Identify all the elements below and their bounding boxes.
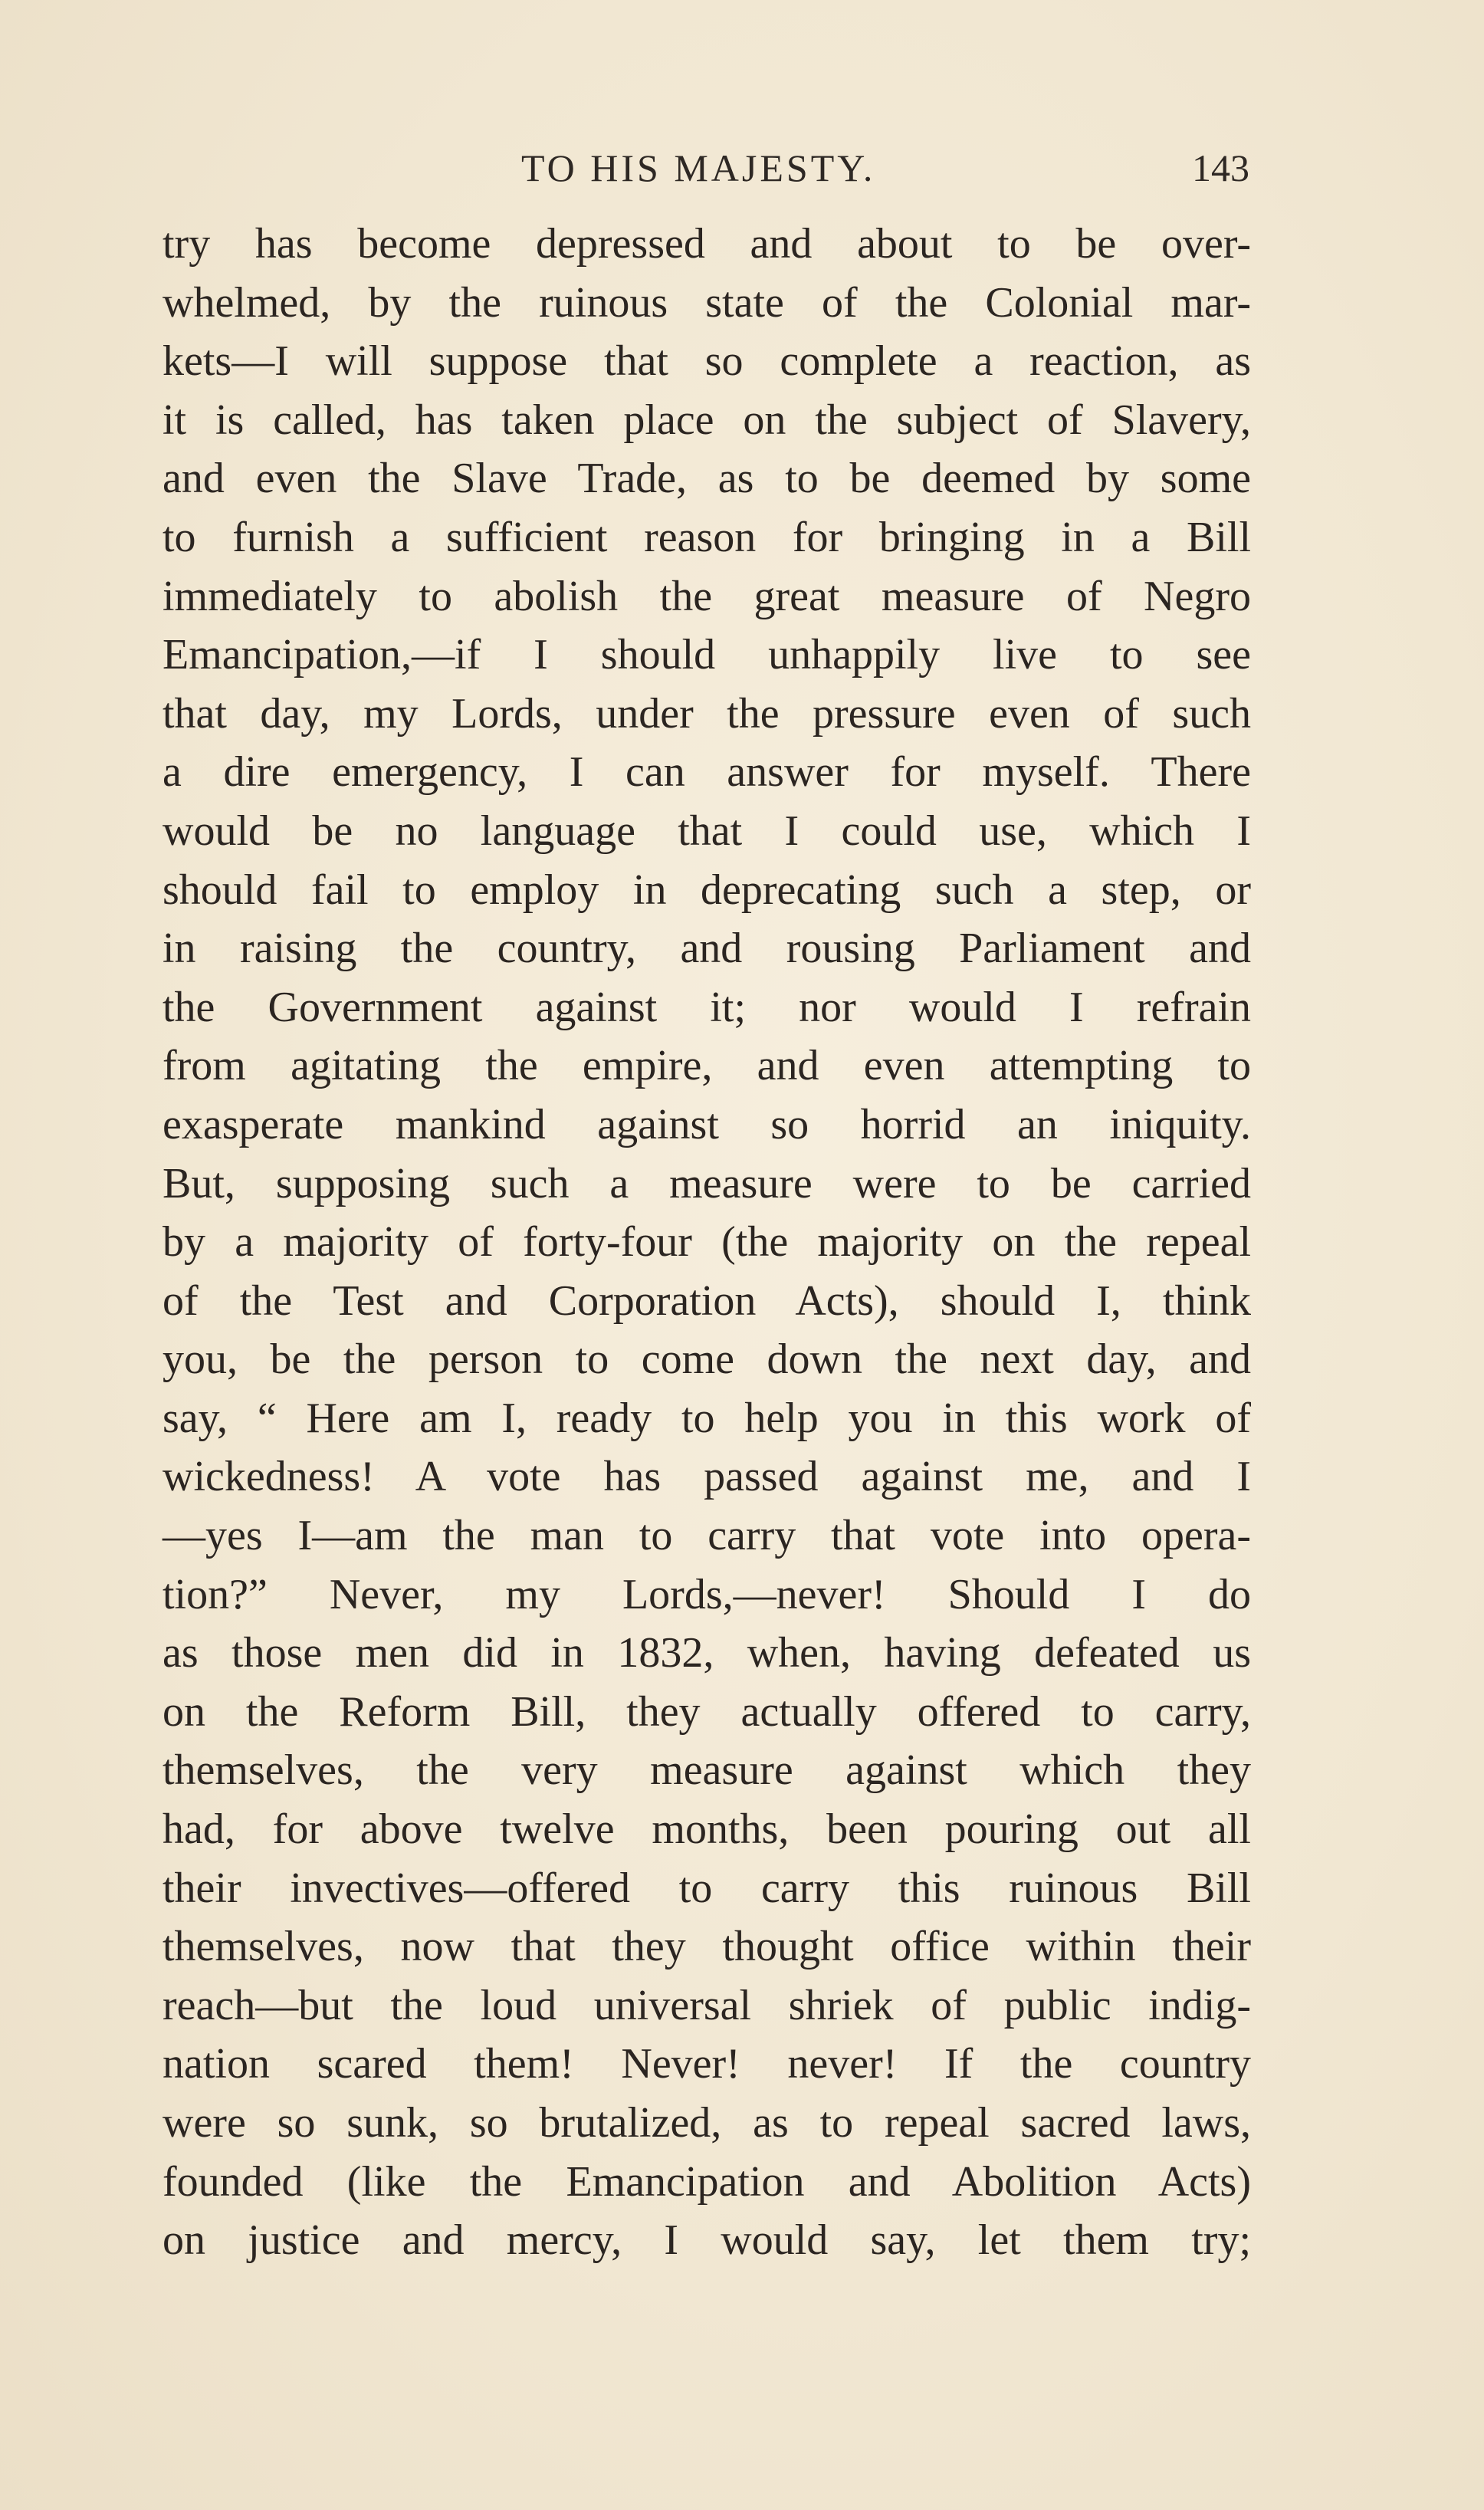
text-line: on justice and mercy, I would say, let them try; [163,2216,1251,2265]
text-line: tion?” Never, my Lords,—never! Should I do [163,1570,1251,1618]
body-text [163,215,1251,2270]
text-line: the Government against it; nor would I refrain [163,983,1251,1031]
text-line: immediately to abolish the great measure of Negro [163,572,1251,620]
text-line: But, supposing such a measure were to be carried [163,1159,1251,1207]
text-line: themselves, the very measure against which they [163,1746,1251,1795]
text-line: a dire emergency, I can answer for myself. There [163,748,1251,797]
page-number: 143 [1192,146,1249,189]
text-line: by a majority of forty-four (the majority on the repeal [163,1218,1251,1266]
text-line: reach—but the loud universal shriek of public indig- [163,1981,1251,2029]
running-head: TO HIS MAJESTY. [521,146,876,189]
text-line: to furnish a sufficient reason for bringing in a Bill [163,513,1251,561]
text-line: wickedness! A vote has passed against me, and I [163,1453,1251,1501]
text-line: try has become depressed and about to be over- [163,220,1251,268]
text-line: from agitating the empire, and even attempting to [163,1042,1251,1090]
text-line: you, be the person to come down the next day, and [163,1335,1251,1384]
text-line: it is called, has taken place on the subject of Slavery, [163,396,1251,444]
text-line: their invectives—offered to carry this ruinous Bill [163,1864,1251,1912]
text-line: founded (like the Emancipation and Abolition Acts) [163,2157,1251,2206]
text-line: whelmed, by the ruinous state of the Colonial mar- [163,278,1251,327]
text-line: in raising the country, and rousing Parliament and [163,925,1251,973]
text-line: and even the Slave Trade, as to be deemed by some [163,455,1251,503]
text-line: Emancipation,—if I should unhappily live to see [163,631,1251,679]
text-line: —yes I—am the man to carry that vote into opera- [163,1512,1251,1560]
text-line: exasperate mankind against so horrid an iniquity. [163,1100,1251,1148]
page-header [161,146,1249,199]
text-line: were so sunk, so brutalized, as to repeal sacred laws, [163,2099,1251,2147]
text-line: should fail to employ in deprecating such a step, or [163,866,1251,914]
text-line: as those men did in 1832, when, having defeated us [163,1629,1251,1677]
text-line: would be no language that I could use, which I [163,807,1251,855]
text-line: kets—I will suppose that so complete a reaction, as [163,337,1251,386]
text-line: that day, my Lords, under the pressure even of such [163,689,1251,738]
text-line: of the Test and Corporation Acts), should I, think [163,1276,1251,1325]
text-line: had, for above twelve months, been pouring out all [163,1805,1251,1854]
text-line: say, “ Here am I, ready to help you in this work of [163,1394,1251,1442]
text-line: nation scared them! Never! never! If the country [163,2040,1251,2088]
text-line: on the Reform Bill, they actually offered to carry, [163,1687,1251,1736]
text-line: themselves, now that they thought office within their [163,1923,1251,1971]
